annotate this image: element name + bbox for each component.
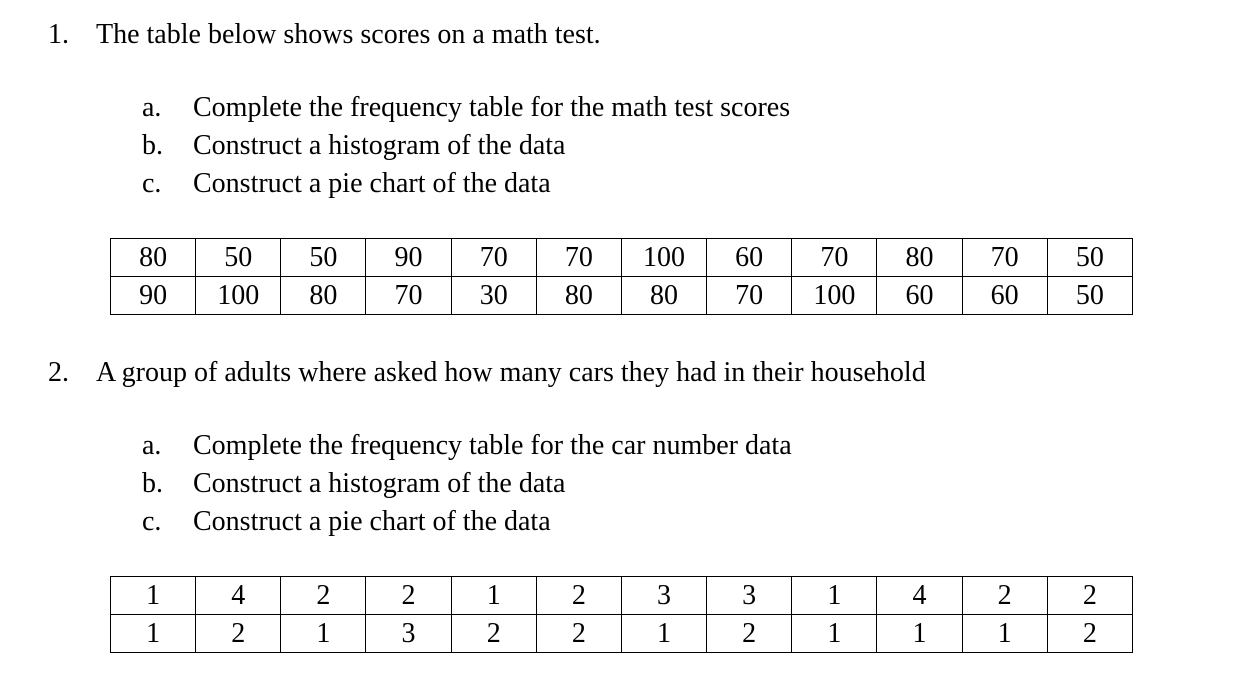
- table-cell: 60: [877, 277, 962, 315]
- table-cell: 1: [281, 615, 366, 653]
- table-cell: 1: [792, 577, 877, 615]
- table-cell: 2: [1047, 615, 1132, 653]
- table-cell: 3: [366, 615, 451, 653]
- table-cell: 2: [536, 577, 621, 615]
- question-2-item-b: [142, 465, 792, 503]
- table-cell: 4: [877, 577, 962, 615]
- table-cell: 70: [707, 277, 792, 315]
- question-1-item-a: [142, 89, 790, 127]
- table-cell: 50: [1047, 277, 1132, 315]
- question-2-text: A group of adults where asked how many cars they had in their household: [96, 357, 926, 388]
- item-letter: b.: [142, 130, 163, 161]
- item-text: Construct a histogram of the data: [193, 130, 566, 161]
- item-letter: a.: [142, 430, 162, 461]
- question-1-item-b: [142, 127, 790, 165]
- question-1-item-c: [142, 165, 790, 203]
- item-letter: a.: [142, 92, 162, 123]
- table-row: [111, 615, 1133, 653]
- table-cell: 30: [451, 277, 536, 315]
- question-1-title: [48, 18, 601, 52]
- table-cell: 1: [451, 577, 536, 615]
- question-1-items: [142, 89, 790, 203]
- item-text: Construct a pie chart of the data: [193, 506, 551, 537]
- table-cell: 2: [707, 615, 792, 653]
- table-cell: 1: [111, 577, 196, 615]
- table-cell: 2: [1047, 577, 1132, 615]
- table-cell: 2: [451, 615, 536, 653]
- question-2-item-c: [142, 503, 792, 541]
- table-cell: 90: [366, 239, 451, 277]
- table-cell: 4: [196, 577, 281, 615]
- question-1-data-table: [110, 238, 1133, 315]
- table-cell: 1: [792, 615, 877, 653]
- table-cell: 80: [111, 239, 196, 277]
- table-cell: 70: [962, 239, 1047, 277]
- table-cell: 2: [962, 577, 1047, 615]
- item-letter: c.: [142, 506, 162, 537]
- table-row: [111, 577, 1133, 615]
- table-cell: 50: [196, 239, 281, 277]
- table-cell: 100: [196, 277, 281, 315]
- item-text: Complete the frequency table for the math test scores: [193, 92, 791, 123]
- table-row: [111, 277, 1133, 315]
- item-text: Construct a histogram of the data: [193, 468, 566, 499]
- table-cell: 50: [1047, 239, 1132, 277]
- question-2-data-table: [110, 576, 1133, 653]
- table-cell: 1: [621, 615, 706, 653]
- question-1-text: The table below shows scores on a math test.: [96, 19, 601, 50]
- table-cell: 80: [621, 277, 706, 315]
- item-letter: c.: [142, 168, 162, 199]
- table-cell: 70: [366, 277, 451, 315]
- table-cell: 50: [281, 239, 366, 277]
- table-cell: 1: [111, 615, 196, 653]
- question-2-title: [48, 356, 926, 390]
- question-2-items: [142, 427, 792, 541]
- table-row: [111, 239, 1133, 277]
- table-cell: 2: [281, 577, 366, 615]
- item-letter: b.: [142, 468, 163, 499]
- question-1-number: 1.: [48, 19, 69, 50]
- table-cell: 70: [536, 239, 621, 277]
- table-cell: 100: [792, 277, 877, 315]
- table-cell: 2: [366, 577, 451, 615]
- table-cell: 80: [877, 239, 962, 277]
- table-cell: 70: [451, 239, 536, 277]
- table-cell: 1: [962, 615, 1047, 653]
- table-cell: 3: [621, 577, 706, 615]
- table-cell: 70: [792, 239, 877, 277]
- table-cell: 3: [707, 577, 792, 615]
- table-cell: 80: [536, 277, 621, 315]
- table-cell: 1: [877, 615, 962, 653]
- table-cell: 100: [621, 239, 706, 277]
- table-cell: 60: [707, 239, 792, 277]
- item-text: Complete the frequency table for the car number data: [193, 430, 792, 461]
- question-2-item-a: [142, 427, 792, 465]
- table-cell: 2: [196, 615, 281, 653]
- table-cell: 80: [281, 277, 366, 315]
- table-cell: 60: [962, 277, 1047, 315]
- question-2-number: 2.: [48, 357, 69, 388]
- item-text: Construct a pie chart of the data: [193, 168, 551, 199]
- table-cell: 2: [536, 615, 621, 653]
- table-cell: 90: [111, 277, 196, 315]
